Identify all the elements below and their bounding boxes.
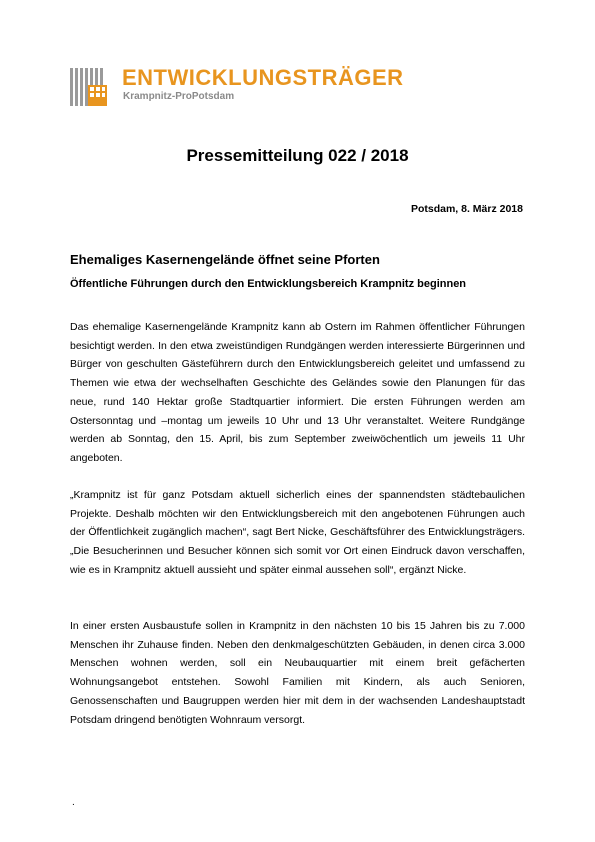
page-title: Pressemitteilung 022 / 2018 [186,146,409,165]
logo-title: ENTWICKLUNGSTRÄGER [122,65,404,90]
paragraph: Das ehemalige Kasernengelände Krampnitz kann ab Ostern im Rahmen öffentlicher Führungen besichtigt werden. In den etwa zweistündigen Rundgängen werden interessierte Bürgerinnen und Bürger von geschulten Gästeführern durch den Entwicklungsbereich geleitet und umfassend zu Themen wie etwa der wechselhaften Geschichte des Geländes sowie den Planungen für das neue, rund 140 Hektar große Stadtquartier informiert. Die ersten Führungen werden am Ostersonntag und –montag um jeweils 10 Uhr und 13 Uhr veranstaltet. Weitere Rundgänge werden ab Sonntag, den 15. April, bis zum September zweiwöchentlich um jeweils 11 Uhr angeboten. [70,321,525,464]
paragraph: „Krampnitz ist für ganz Potsdam aktuell sicherlich eines der spannendsten städtebaulichen Projekte. Deshalb möchten wir den Entwicklungsbereich mit den angebotenen Führungen auch der Öffentlichkeit zugänglich machen“, sagt Bert Nicke, Geschäftsführer des Entwicklungsträgers. „Die Besucherinnen und Besucher können sich somit vor Ort einen Eindruck davon verschaffen, wie es in Krampnitz aktuell aussieht und später einmal aussehen soll“, ergänzt Nicke. [70,489,525,576]
subheadline: Öffentliche Führungen durch den Entwicklungsbereich Krampnitz beginnen [70,278,467,290]
building-columns-logo-icon [70,68,108,106]
logo-subtitle: Krampnitz-ProPotsdam [123,91,235,102]
dateline: Potsdam, 8. März 2018 [410,203,523,215]
paragraph: In einer ersten Ausbaustufe sollen in Krampnitz in den nächsten 10 bis 15 Jahren bis zu 7.000 Menschen ihr Zuhause finden. Neben den denkmalgeschützten Gebäuden, in denen circa 3.000 Menschen wohnen werden, soll ein Neubauquartier mit einem breit gefächerten Wohnungsangebot entstehen. Sowohl Familien mit Kindern, als auch Senioren, Genossenschaften und Baugruppen werden hier mit dem in der wachsenden Landeshauptstadt Potsdam dringend benötigten Wohnraum versorgt. [70,620,525,726]
footer-mark: . [72,797,75,808]
headline: Ehemaliges Kasernengelände öffnet seine Pforten [70,252,380,267]
